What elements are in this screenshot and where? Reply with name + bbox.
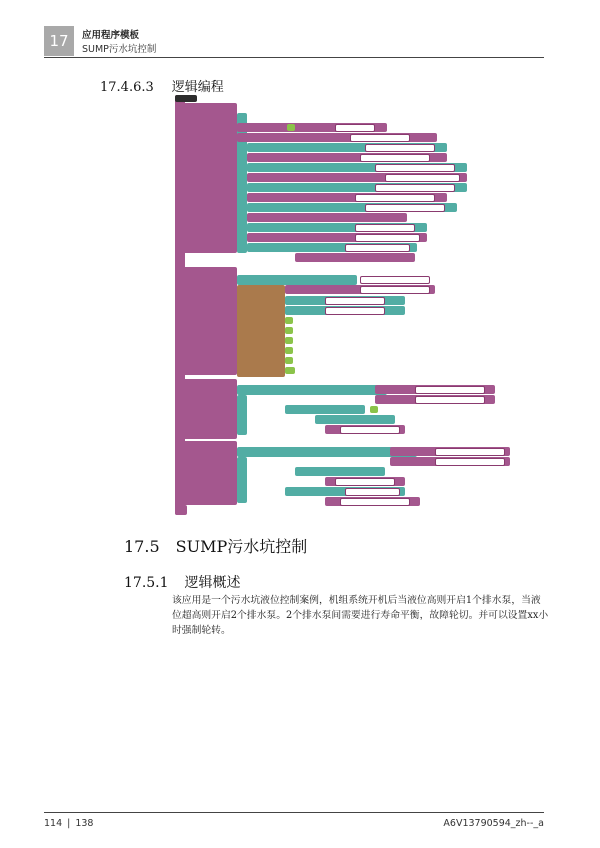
value-slot bbox=[435, 458, 505, 466]
number-slot bbox=[287, 124, 295, 131]
number-slot bbox=[370, 406, 378, 413]
block-header-tag bbox=[175, 95, 197, 102]
value-slot bbox=[340, 426, 400, 434]
section-number: 17.4.6.3 bbox=[100, 80, 154, 95]
block-group-middle bbox=[175, 267, 237, 375]
value-slot bbox=[415, 396, 485, 404]
section-number: 17.5 bbox=[124, 537, 160, 556]
block-footer bbox=[175, 505, 187, 515]
header-title: 应用程序模板 bbox=[82, 30, 140, 41]
page-current: 114 bbox=[44, 818, 63, 829]
block-row bbox=[315, 415, 395, 424]
block-row bbox=[285, 405, 365, 414]
section-number: 17.5.1 bbox=[124, 575, 169, 591]
block-pid bbox=[237, 285, 285, 377]
value-slot bbox=[355, 194, 435, 202]
section-heading-17-4-6-3 bbox=[100, 76, 224, 95]
value-slot bbox=[375, 184, 455, 192]
number-slot bbox=[285, 367, 295, 374]
value-slot bbox=[365, 204, 445, 212]
number-slot bbox=[285, 337, 293, 344]
document-id: A6V13790594_zh--_a bbox=[443, 818, 544, 829]
block-row bbox=[295, 467, 385, 476]
value-slot bbox=[335, 124, 375, 132]
value-slot bbox=[355, 234, 420, 242]
chapter-number: 17 bbox=[49, 32, 69, 50]
value-slot bbox=[365, 144, 435, 152]
value-slot bbox=[345, 244, 410, 252]
value-slot bbox=[360, 154, 430, 162]
value-slot bbox=[350, 134, 410, 142]
block-connector bbox=[237, 395, 247, 435]
page-separator: | bbox=[67, 818, 71, 829]
value-slot bbox=[345, 488, 400, 496]
block-group-lower-1 bbox=[175, 379, 237, 439]
block-row bbox=[295, 253, 415, 262]
section-title: 逻辑编程 bbox=[171, 80, 224, 95]
value-slot bbox=[435, 448, 505, 456]
page-number bbox=[44, 818, 93, 829]
value-slot bbox=[325, 307, 385, 315]
number-slot bbox=[285, 357, 293, 364]
value-slot bbox=[355, 224, 415, 232]
page-total: 138 bbox=[75, 818, 94, 829]
overview-paragraph: 该应用是一个污水坑液位控制案例，机组系统开机后当液位高则开启1个排水泵，当液位超高则开启2个排水泵。2个排水泵间需要进行寿命平衡，故障轮切。并可以设置xx小时强制轮转。 bbox=[172, 595, 549, 636]
value-slot bbox=[340, 498, 410, 506]
section-heading-17-5 bbox=[124, 534, 307, 557]
value-slot bbox=[375, 164, 455, 172]
header-rule bbox=[44, 57, 544, 58]
number-slot bbox=[285, 347, 293, 354]
block-row bbox=[237, 275, 357, 285]
section-title: 逻辑概述 bbox=[184, 575, 241, 591]
block-row bbox=[237, 385, 387, 395]
value-slot bbox=[415, 386, 485, 394]
value-slot bbox=[385, 174, 460, 182]
logic-blocks-figure bbox=[175, 95, 525, 515]
value-slot bbox=[335, 478, 395, 486]
value-slot bbox=[360, 276, 430, 284]
footer-rule bbox=[44, 812, 544, 813]
section-title: SUMP污水坑控制 bbox=[175, 537, 308, 556]
section-heading-17-5-1 bbox=[124, 572, 241, 592]
header-subtitle: SUMP污水坑控制 bbox=[82, 44, 157, 55]
value-slot bbox=[325, 297, 385, 305]
chapter-number-box bbox=[44, 26, 74, 56]
number-slot bbox=[285, 317, 293, 324]
number-slot bbox=[285, 327, 293, 334]
value-slot bbox=[360, 286, 430, 294]
block-row bbox=[247, 213, 407, 222]
block-group-upper bbox=[175, 103, 237, 253]
block-group-lower-2 bbox=[175, 441, 237, 505]
block-connector bbox=[237, 457, 247, 503]
